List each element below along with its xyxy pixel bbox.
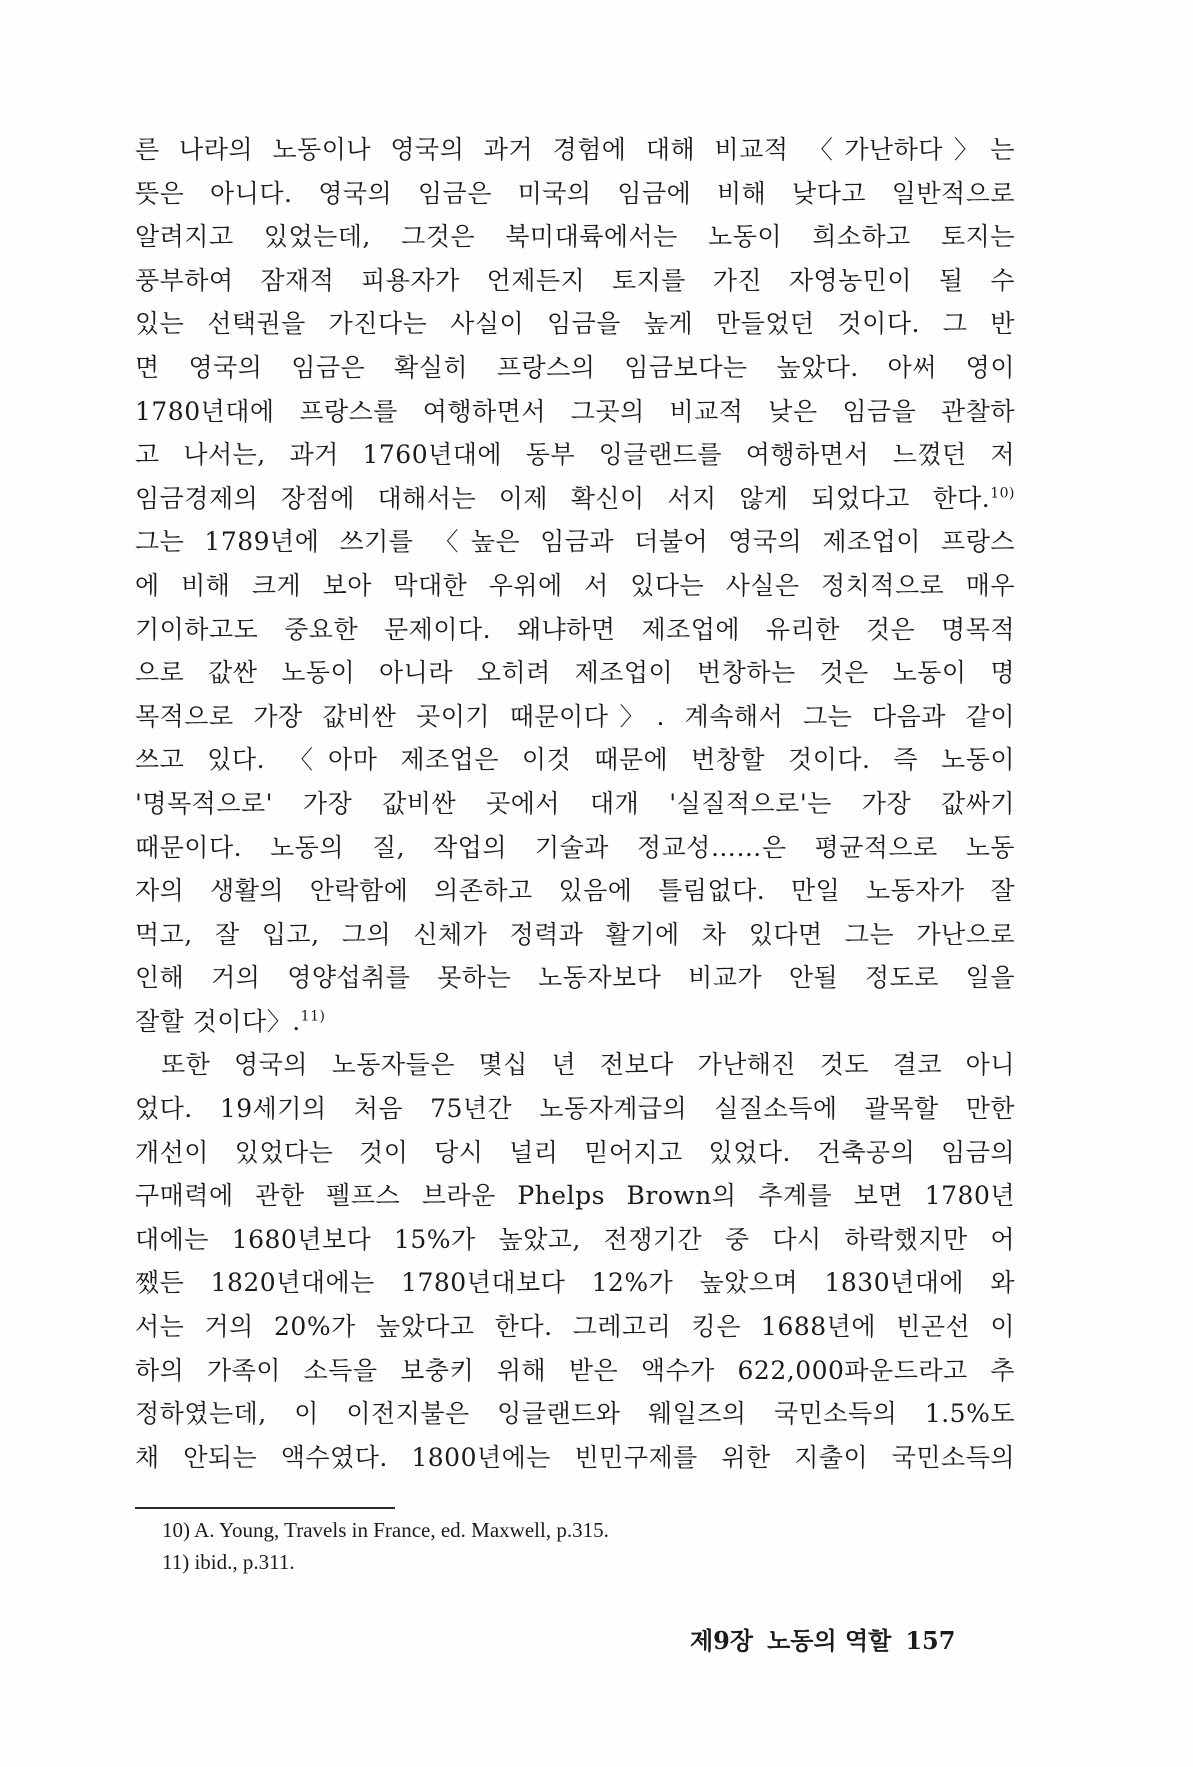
footnote-10: 10) A. Young, Travels in France, ed. Maxwell, p.315.	[162, 1518, 609, 1542]
text-line-8: 고 나서는, 과거 1760년대에 동부 잉글랜드를 여행하면서 느꼈던 저	[135, 440, 1015, 470]
page-number: 157	[905, 1626, 956, 1655]
text-line-31: 채 안되는 액수였다. 1800년에는 빈민구제를 위한 지출이 국민소득의	[135, 1442, 1015, 1472]
text-line-13: 으로 값싼 노동이 아니라 오히려 제조업이 번창하는 것은 노동이 명	[135, 658, 1015, 688]
text-line-7: 1780년대에 프랑스를 여행하면서 그곳의 비교적 낮은 임금을 관찰하	[135, 396, 1015, 426]
text-line-27: 쨌든 1820년대에는 1780년대보다 12%가 높았으며 1830년대에 와	[135, 1268, 1015, 1298]
text-line-11: 에 비해 크게 보아 막대한 우위에 서 있다는 사실은 정치적으로 매우	[135, 570, 1015, 600]
text-line-21-text: 잘할 것이다〉.	[135, 1006, 301, 1036]
footnote-ref-11: 11)	[300, 1008, 326, 1025]
text-line-24: 개선이 있었다는 것이 당시 널리 믿어지고 있었다. 건축공의 임금의	[135, 1137, 1015, 1167]
text-line-1: 른 나라의 노동이나 영국의 과거 경험에 대해 비교적 〈가난하다〉는	[135, 135, 1015, 164]
text-line-29: 하의 가족이 소득을 보충키 위해 받은 액수가 622,000파운드라고 추	[135, 1355, 1015, 1385]
text-line-22: 또한 영국의 노동자들은 몇십 년 전보다 가난해진 것도 결코 아니	[161, 1050, 1015, 1080]
footnote-divider	[135, 1507, 395, 1509]
text-line-5: 있는 선택권을 가진다는 사실이 임금을 높게 만들었던 것이다. 그 반	[135, 309, 1015, 339]
text-line-19: 먹고, 잘 입고, 그의 신체가 정력과 활기에 차 있다면 그는 가난으로	[135, 919, 1015, 949]
footnote-11: 11) ibid., p.311.	[162, 1550, 295, 1574]
text-line-14: 목적으로 가장 값비싼 곳이기 때문이다〉. 계속해서 그는 다음과 같이	[135, 701, 1015, 731]
chapter-title: 노동의 역할	[767, 1626, 892, 1655]
footnote-ref-10: 10)	[990, 485, 1015, 502]
text-line-20: 인해 거의 영양섭취를 못하는 노동자보다 비교가 안될 정도로 일을	[135, 963, 1015, 993]
text-line-28: 서는 거의 20%가 높았다고 한다. 그레고리 킹은 1688년에 빈곤선 이	[135, 1312, 1015, 1342]
text-line-23: 었다. 19세기의 처음 75년간 노동자계급의 실질소득에 괄목할 만한	[135, 1094, 1015, 1124]
chapter-number: 제9장	[690, 1626, 754, 1655]
text-line-26: 대에는 1680년보다 15%가 높았고, 전쟁기간 중 다시 하락했지만 어	[135, 1224, 1015, 1254]
text-line-9-text: 임금경제의 장점에 대해서는 이제 확신이 서지 않게 되었다고 한다.	[135, 483, 991, 513]
text-line-21	[135, 1000, 1015, 1044]
text-line-2: 뜻은 아니다. 영국의 임금은 미국의 임금에 비해 낮다고 일반적으로	[135, 178, 1015, 208]
text-line-30: 정하였는데, 이 이전지불은 잉글랜드와 웨일즈의 국민소득의 1.5%도	[135, 1399, 1015, 1429]
text-line-18: 자의 생활의 안락함에 의존하고 있음에 틀림없다. 만일 노동자가 잘	[135, 876, 1015, 906]
footnotes	[162, 1514, 862, 1578]
text-line-12: 기이하고도 중요한 문제이다. 왜냐하면 제조업에 유리한 것은 명목적	[135, 614, 1015, 644]
text-line-25: 구매력에 관한 펠프스 브라운 Phelps Brown의 추계를 보면 1780년	[135, 1181, 1015, 1211]
text-line-10: 그는 1789년에 쓰기를 〈높은 임금과 더불어 영국의 제조업이 프랑스	[135, 527, 1015, 557]
text-line-6: 면 영국의 임금은 확실히 프랑스의 임금보다는 높았다. 아써 영이	[135, 352, 1015, 382]
text-line-16: '명목적으로' 가장 값비싼 곳에서 대개 '실질적으로'는 가장 값싸기	[135, 788, 1015, 818]
text-line-3: 알려지고 있었는데, 그것은 북미대륙에서는 노동이 희소하고 토지는	[135, 222, 1015, 252]
text-line-17: 때문이다. 노동의 질, 작업의 기술과 정교성……은 평균적으로 노동	[135, 832, 1015, 862]
text-line-4: 풍부하여 잠재적 피용자가 언제든지 토지를 가진 자영농민이 될 수	[135, 265, 1015, 295]
body-text	[135, 128, 1015, 1479]
text-line-15: 쓰고 있다. 〈아마 제조업은 이것 때문에 번창할 것이다. 즉 노동이	[135, 745, 1015, 775]
text-line-9	[135, 477, 1015, 521]
running-footer	[690, 1625, 1020, 1657]
